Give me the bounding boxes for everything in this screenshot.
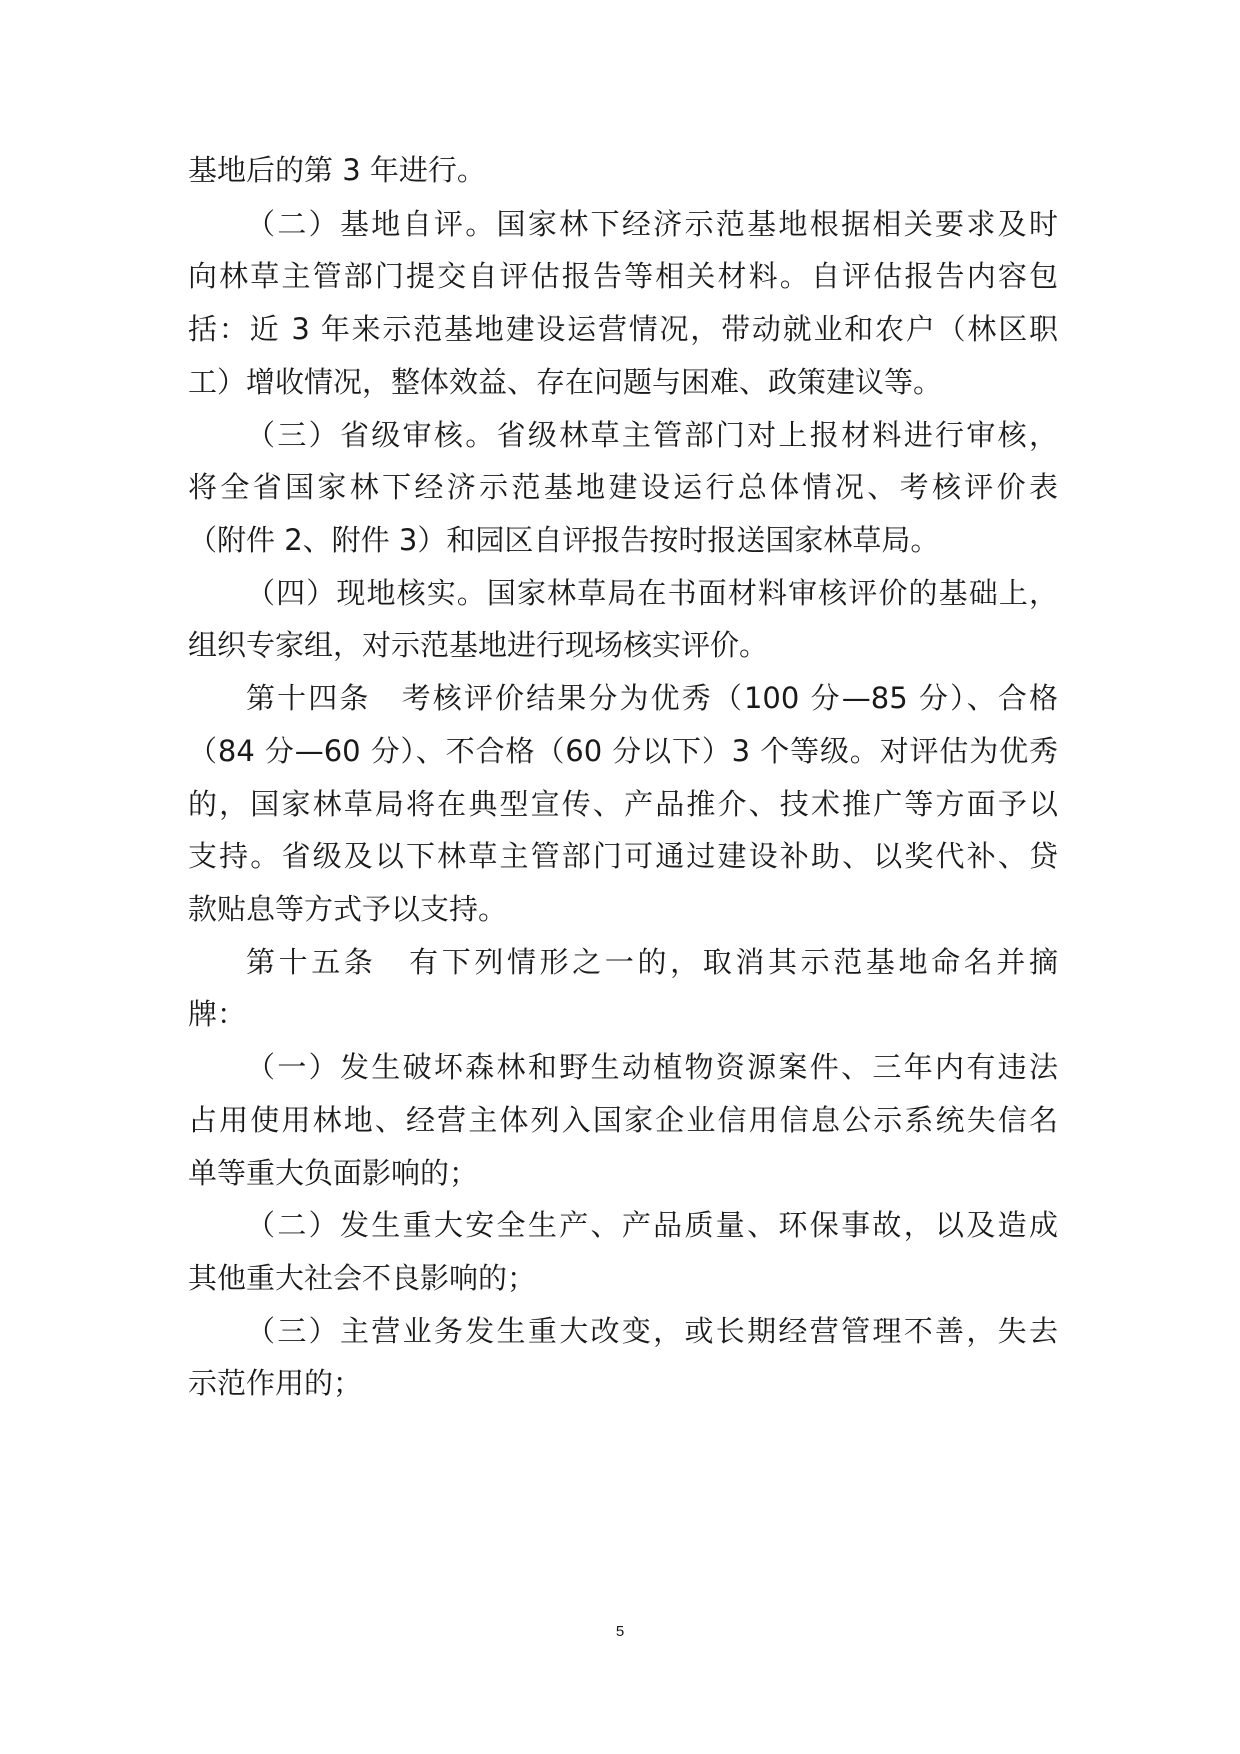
text-line: 工）增收情况，整体效益、存在问题与困难、政策建议等。 (188, 365, 943, 399)
text-line: 基地后的第 3 年进行。 (188, 153, 486, 187)
text-line: 组织专家组，对示范基地进行现场核实评价。 (188, 628, 769, 662)
text-line: （附件 2、附件 3）和园区自评报告按时报送国家林草局。 (188, 523, 940, 557)
text-line: 的，国家林草局将在典型宣传、产品推介、技术推广等方面予以 (188, 787, 1058, 821)
text-line: （四）现地核实。国家林草局在书面材料审核评价的基础上， (246, 576, 1058, 610)
text-line: 向林草主管部门提交自评估报告等相关材料。自评估报告内容包 (188, 259, 1058, 293)
text-line: （二）基地自评。国家林下经济示范基地根据相关要求及时 (246, 207, 1058, 241)
text-line: 款贴息等方式予以支持。 (188, 892, 508, 926)
text-line: 单等重大负面影响的； (188, 1156, 479, 1190)
text-line: 支持。省级及以下林草主管部门可通过建设补助、以奖代补、贷 (188, 839, 1058, 873)
text-line: 其他重大社会不良影响的； (188, 1261, 537, 1295)
text-line: 括：近 3 年来示范基地建设运营情况，带动就业和农户（林区职 (188, 312, 1058, 346)
text-line: 占用使用林地、经营主体列入国家企业信用信息公示系统失信名 (188, 1103, 1058, 1137)
text-line: 第十四条 考核评价结果分为优秀（100 分—85 分）、合格 (246, 681, 1058, 715)
text-line: （三）主营业务发生重大改变，或长期经营管理不善，失去 (246, 1314, 1058, 1348)
text-line: （二）发生重大安全生产、产品质量、环保事故，以及造成 (246, 1208, 1058, 1242)
page-number: 5 (615, 1623, 625, 1640)
text-line: 牌： (188, 997, 247, 1031)
text-line: 第十五条 有下列情形之一的，取消其示范基地命名并摘 (246, 945, 1058, 979)
text-line: （一）发生破坏森林和野生动植物资源案件、三年内有违法 (246, 1050, 1058, 1084)
text-line: 示范作用的； (188, 1366, 363, 1400)
text-line: 将全省国家林下经济示范基地建设运行总体情况、考核评价表 (188, 470, 1058, 504)
text-line: （84 分—60 分）、不合格（60 分以下）3 个等级。对评估为优秀 (188, 734, 1058, 768)
text-line: （三）省级审核。省级林草主管部门对上报材料进行审核， (246, 418, 1058, 452)
